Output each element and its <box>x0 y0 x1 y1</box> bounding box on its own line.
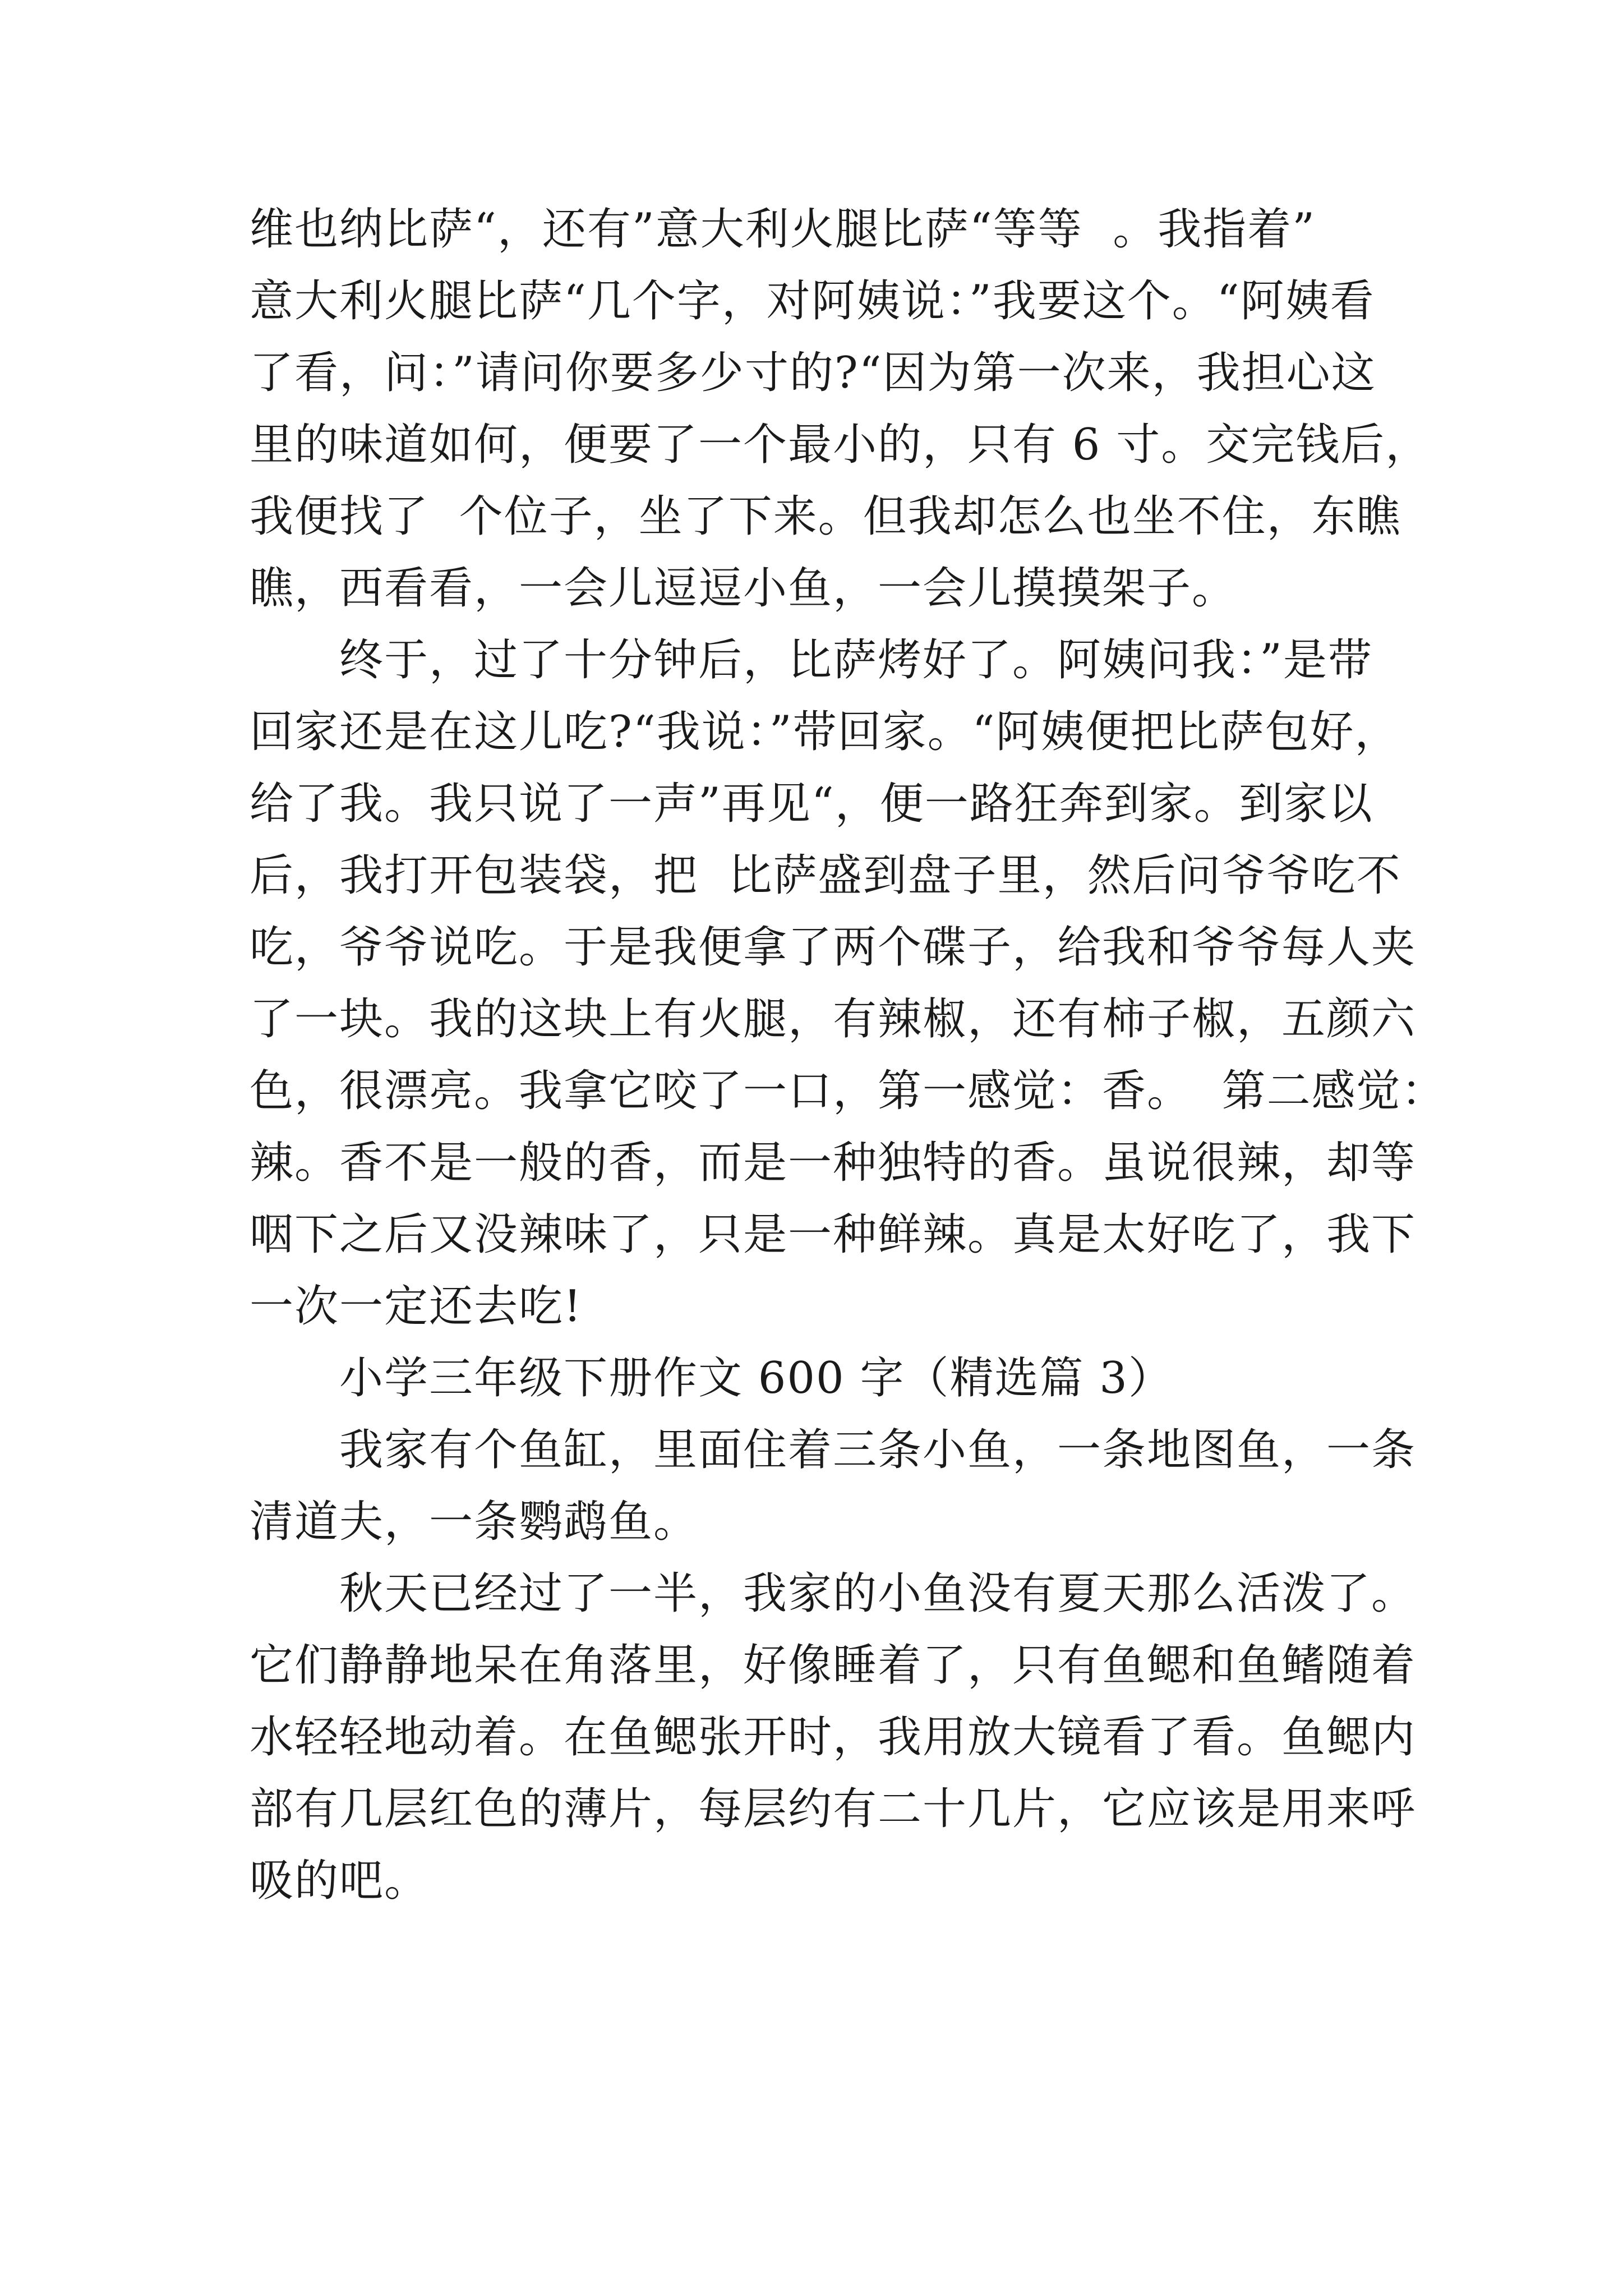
text-line: 意大利火腿比萨“几个字，对阿姨说：”我要这个。“阿姨看 <box>250 276 1375 326</box>
text-line: 一次一定还去吃! <box>250 1281 583 1332</box>
text-line: 了一块。我的这块上有火腿，有辣椒，还有柿子椒，五颜六 <box>250 994 1417 1045</box>
text-line: 里的味道如何，便要了一个最小的，只有 6 寸。交完钱后， <box>250 420 1431 470</box>
text-line: 部有几层红色的薄片，每层约有二十几片，它应该是用来呼 <box>250 1784 1417 1834</box>
text-line: 色，很漂亮。我拿它咬了一口，第一感觉：香。 第二感觉： <box>250 1066 1446 1116</box>
text-line: 水轻轻地动着。在鱼鳃张开时，我用放大镜看了看。鱼鳃内 <box>250 1712 1417 1763</box>
text-line: 维也纳比萨“，还有”意大利火腿比萨“等等 。我指着” <box>250 204 1316 255</box>
paragraph-start-line: 秋天已经过了一半，我家的小鱼没有夏天那么活泼了。 <box>339 1568 1417 1619</box>
paragraph-start-line: 我家有个鱼缸，里面住着三条小鱼，一条地图鱼，一条 <box>339 1425 1417 1475</box>
text-line: 吸的吧。 <box>250 1856 430 1906</box>
paragraph-start-line: 终于，过了十分钟后，比萨烤好了。阿姨问我：”是带 <box>339 635 1373 685</box>
text-line: 瞧，西看看，一会儿逗逗小鱼，一会儿摸摸架子。 <box>250 563 1237 614</box>
text-line: 给了我。我只说了一声”再见“，便一路狂奔到家。到家以 <box>250 779 1373 829</box>
text-line: 后，我打开包装袋，把 比萨盛到盘子里，然后问爷爷吃不 <box>250 850 1401 901</box>
text-line: 吃，爷爷说吃。于是我便拿了两个碟子，给我和爷爷每人夹 <box>250 922 1417 973</box>
text-line: 了看，问：”请问你要多少寸的?“因为第一次来，我担心这 <box>250 348 1376 398</box>
text-line: 辣。香不是一般的香，而是一种独特的香。虽说很辣，却等 <box>250 1138 1417 1188</box>
section-heading: 小学三年级下册作文 600 字（精选篇 3） <box>339 1353 1173 1404</box>
text-line: 咽下之后又没辣味了，只是一种鲜辣。真是太好吃了，我下 <box>250 1209 1417 1260</box>
text-line: 清道夫，一条鹦鹉鱼。 <box>250 1497 699 1547</box>
text-line: 我便找了 个位子，坐了下来。但我却怎么也坐不住，东瞧 <box>250 491 1401 542</box>
document-body <box>250 194 1446 1917</box>
text-line: 回家还是在这儿吃?“我说：”带回家。“阿姨便把比萨包好， <box>250 707 1400 757</box>
text-line: 它们静静地呆在角落里，好像睡着了，只有鱼鳃和鱼鳍随着 <box>250 1640 1417 1691</box>
